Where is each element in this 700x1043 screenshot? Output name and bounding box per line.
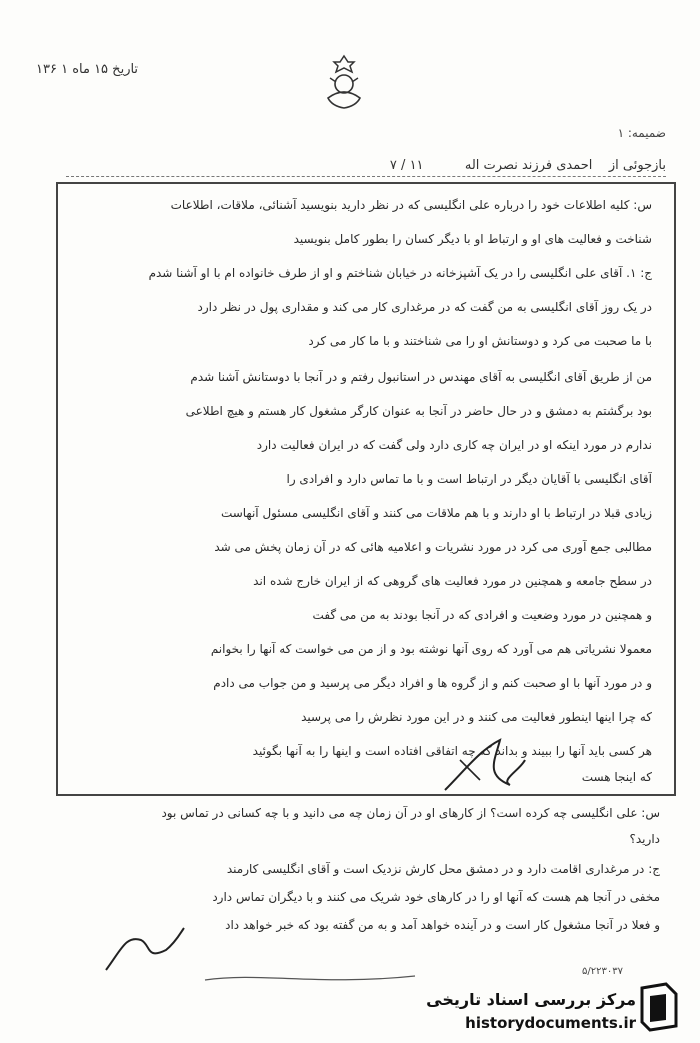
body-line: که چرا اینها اینطور فعالیت می کنند و در این مورد نظرش را می پرسید	[301, 710, 652, 724]
handwritten-date: ۱۱ / ۷	[389, 158, 424, 173]
body-line: بود برگشتم به دمشق و در حال حاضر در آنجا به عنوان کارگر مشغول کار هستم و هیچ اطلاعی	[185, 404, 652, 418]
archive-logo-icon	[636, 982, 682, 1032]
bottom-scribble	[200, 968, 420, 988]
watermark-title: مرکز بررسی اسناد تاریخی	[426, 990, 636, 1009]
body-line: من از طریق آقای انگلیسی به آقای مهندس در استانبول رفتم و در آنجا با دوستانش آشنا شدم	[190, 370, 652, 384]
body-line: س: کلیه اطلاعات خود را درباره علی انگلیسی که در نظر دارید بنویسید آشنائی، ملاقات، اطلاعات	[170, 198, 652, 212]
body-line: ندارم در مورد اینکه او در ایران چه کاری دارد ولی گفت که در ایران فعالیت دارد	[256, 438, 652, 452]
interrogation-name: احمدی فرزند نصرت اله	[464, 158, 593, 173]
question-line: دارید؟	[629, 832, 660, 846]
body-line: که اینجا هست	[581, 770, 652, 784]
signature-mark	[440, 730, 530, 800]
body-line: آقای انگلیسی با آقایان دیگر در ارتباط است و با ما تماس دارد و افرادی را	[286, 472, 652, 486]
body-line: در یک روز آقای انگلیسی به من گفت که در مرغداری کار می کند و مقداری پول در نظر دارد	[197, 300, 652, 314]
body-line: زیادی قبلا در ارتباط با او دارند و با هم ملاقات می کنند و آقای انگلیسی مسئول آنهاست	[220, 506, 652, 520]
lion-and-sun-emblem-icon	[318, 52, 370, 112]
body-line: هر کسی باید آنها را ببیند و بداند که چه اتفاقی افتاده است و اینها را به آنها بگوئید	[252, 744, 652, 758]
answer-line: مخفی در آنجا هم هست که آنها او را در کارهای خود شریک می کنند و با دیگران تماس دارد	[212, 890, 660, 904]
attachment-label: ضمیمه: ۱	[617, 126, 666, 140]
interrogation-header	[66, 158, 666, 177]
answer-line: ج: در مرغداری اقامت دارد و در دمشق محل کارش نزدیک است و آقای انگلیسی کارمند	[226, 862, 660, 876]
watermark-url: historydocuments.ir	[465, 1014, 636, 1032]
body-line: مطالبی جمع آوری می کرد در مورد نشریات و اعلامیه هائی که در آن زمان پخش می شد	[214, 540, 652, 554]
body-line: ج: ۱. آقای علی انگلیسی را در یک آشپزخانه در خیابان شناختم و او از طرف خانواده ام با او آشنا شدم	[148, 266, 652, 280]
interrogation-label: بازجوئی از	[608, 158, 666, 173]
answer-line: و فعلا در آنجا مشغول کار است و در آینده خواهد آمد و به من گفته بود که خبر خواهد داد	[225, 918, 660, 932]
handwritten-signature	[96, 920, 186, 980]
document-number: ۵/۲۲۳۰۳۷	[582, 966, 623, 977]
body-line: در سطح جامعه و همچنین در مورد فعالیت های گروهی که از ایران خارج شده اند	[253, 574, 652, 588]
body-line: با ما صحبت می کرد و دوستانش او را می شناختند و با ما کار می کرد	[308, 334, 652, 348]
document-date: تاریخ ۱۵ ماه ۱ ۱۳۶	[36, 62, 139, 77]
question-line: س: علی انگلیسی چه کرده است؟ از کارهای او در آن زمان چه می دانید و با چه کسانی در تماس بود	[161, 806, 660, 820]
body-line: و در مورد آنها با او صحبت کنم و از گروه ها و افراد دیگر می پرسید و من جواب می دادم	[213, 676, 652, 690]
body-line: شناخت و فعالیت های او و ارتباط او با دیگر کسان را بطور کامل بنویسید	[293, 232, 652, 246]
body-line: معمولا نشریاتی هم می آورد که روی آنها نوشته بود و از من می خواست که آنها را بخوانم	[210, 642, 652, 656]
body-line: و همچنین در مورد وضعیت و افرادی که در آنجا بودند به من می گفت	[312, 608, 652, 622]
